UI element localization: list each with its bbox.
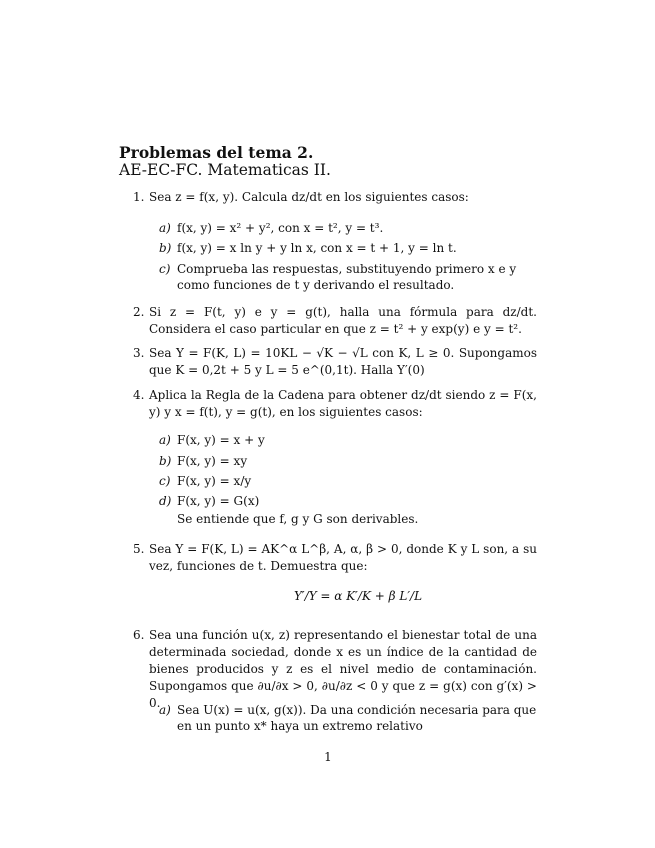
item-label: b): [159, 454, 172, 468]
item-label: a): [159, 703, 171, 717]
problem-text: Aplica la Regla de la Cadena para obtener dz/dt siendo z = F(x, y) y x = f(t), y = g(t), en los siguientes casos:: [149, 388, 537, 419]
formula-text: Y′/Y = α K′/K + β L′/L: [294, 589, 423, 603]
problem-6-item-a: [159, 702, 537, 734]
problem-number: 2.: [133, 305, 145, 319]
item-text: Sea U(x) = u(x, g(x)). Da una condición necesaria para que en un punto x* haya un extremo relativo: [177, 703, 537, 733]
item-label: b): [159, 241, 172, 255]
problem-number: 4.: [133, 388, 145, 402]
problem-4-item-d: [159, 493, 537, 509]
problem-1-item-b: [159, 240, 537, 256]
item-text: f(x, y) = x² + y², con x = t², y = t³.: [177, 221, 384, 235]
problem-1-item-c: [159, 261, 537, 293]
problem-4-item-a: [159, 432, 537, 448]
item-text: Comprueba las respuestas, substituyendo primero x e y como funciones de t y derivando el resultado.: [177, 262, 517, 292]
item-text: F(x, y) = xy: [177, 454, 248, 468]
page-number: 1: [324, 750, 332, 764]
problem-number: 1.: [133, 190, 145, 204]
item-text: f(x, y) = x ln y + y ln x, con x = t + 1, y = ln t.: [177, 241, 457, 255]
document-title: Problemas del tema 2.: [119, 143, 314, 162]
problem-number: 6.: [133, 628, 145, 642]
problem-4-note: Se entiende que f, g y G son derivables.: [177, 512, 419, 526]
problem-number: 3.: [133, 346, 145, 360]
item-text: F(x, y) = x/y: [177, 474, 252, 488]
item-label: a): [159, 433, 171, 447]
problem-5: [119, 541, 537, 575]
problem-4: [119, 387, 537, 421]
document-subtitle: AE-EC-FC. Matematicas II.: [119, 161, 331, 179]
item-text: F(x, y) = x + y: [177, 433, 265, 447]
problem-text: Sea una función u(x, z) representando el bienestar total de una determinada sociedad, donde x es un índice de la cantidad de bienes producidos y z es el nivel medio de contaminación. Supongamos que ∂u/∂x > 0, ∂u/∂z < 0 y que z = g(x) con g′(x) > 0.: [149, 628, 537, 710]
problem-1: [119, 189, 537, 206]
item-label: a): [159, 221, 171, 235]
item-label: d): [159, 494, 172, 508]
item-label: c): [159, 474, 171, 488]
display-formula: [294, 581, 423, 615]
problem-3: [119, 345, 537, 379]
problem-2: [119, 304, 537, 338]
item-text: F(x, y) = G(x): [177, 494, 260, 508]
problem-text: Si z = F(t, y) e y = g(t), halla una fórmula para dz/dt. Considera el caso particular en que z = t² + y exp(y) e y = t².: [149, 305, 537, 336]
item-label: c): [159, 262, 171, 276]
problem-number: 5.: [133, 542, 145, 556]
problem-text: Sea Y = F(K, L) = 10KL − √K − √L con K, L ≥ 0. Supongamos que K = 0,2t + 5 y L = 5 e^(0,1t). Halla Y′(0): [149, 346, 537, 377]
problem-4-item-b: [159, 453, 537, 469]
problem-text: Sea Y = F(K, L) = AK^α L^β, A, α, β > 0, donde K y L son, a su vez, funciones de t. Demuestra que:: [149, 542, 537, 573]
problem-1-item-a: [159, 220, 537, 236]
problem-text: Sea z = f(x, y). Calcula dz/dt en los siguientes casos:: [149, 190, 469, 204]
problem-6: [119, 627, 537, 712]
problem-4-item-c: [159, 473, 537, 489]
